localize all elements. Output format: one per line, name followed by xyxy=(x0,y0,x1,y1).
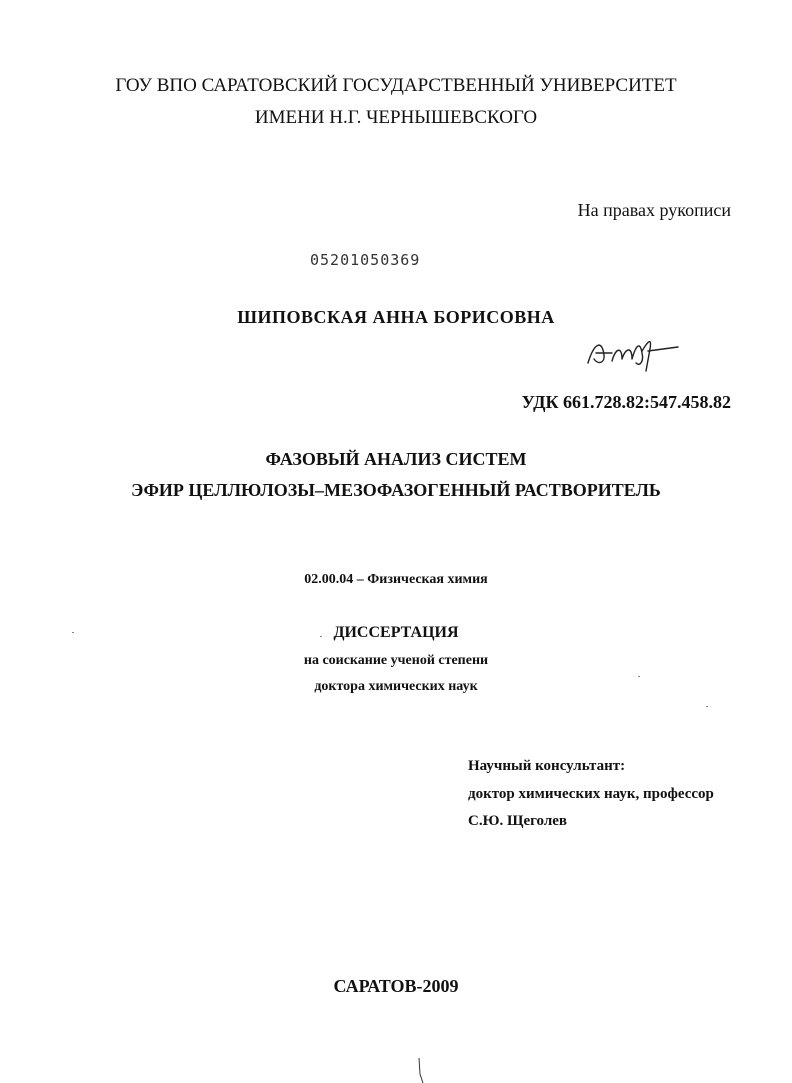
university-name-line2: ИМЕНИ Н.Г. ЧЕРНЫШЕВСКОГО xyxy=(254,107,538,128)
degree-line-2: доктора химических наук xyxy=(314,679,478,694)
library-stamp-number: 05201050369 xyxy=(310,251,421,269)
consultant-degree: доктор химических наук, профессор xyxy=(468,786,714,802)
university-name-line1: ГОУ ВПО САРАТОВСКИЙ ГОСУДАРСТВЕННЫЙ УНИВЕРСИТЕТ xyxy=(115,75,677,96)
scan-speck xyxy=(706,706,708,707)
city-year: САРАТОВ-2009 xyxy=(333,976,459,996)
scan-speck xyxy=(320,636,322,637)
scan-speck xyxy=(72,632,74,633)
degree-line-1: на соискание ученой степени xyxy=(303,653,489,668)
udk-code: УДК 661.728.82:547.458.82 xyxy=(521,392,731,412)
dissertation-title-line2: ЭФИР ЦЕЛЛЮЛОЗЫ–МЕЗОФАЗОГЕННЫЙ РАСТВОРИТЕЛЬ xyxy=(131,480,661,500)
scan-margin-mark xyxy=(416,1058,426,1083)
consultant-label: Научный консультант: xyxy=(468,758,626,774)
dissertation-title-line1: ФАЗОВЫЙ АНАЛИЗ СИСТЕМ xyxy=(265,449,527,469)
manuscript-rights-note: На правах рукописи xyxy=(577,200,731,220)
scan-speck xyxy=(638,676,640,677)
dissertation-heading: ДИССЕРТАЦИЯ xyxy=(333,624,459,641)
author-name: ШИПОВСКАЯ АННА БОРИСОВНА xyxy=(237,307,555,327)
consultant-name: С.Ю. Щеголев xyxy=(468,813,568,829)
specialty-code: 02.00.04 – Физическая химия xyxy=(304,572,488,587)
handwritten-signature xyxy=(582,333,682,373)
